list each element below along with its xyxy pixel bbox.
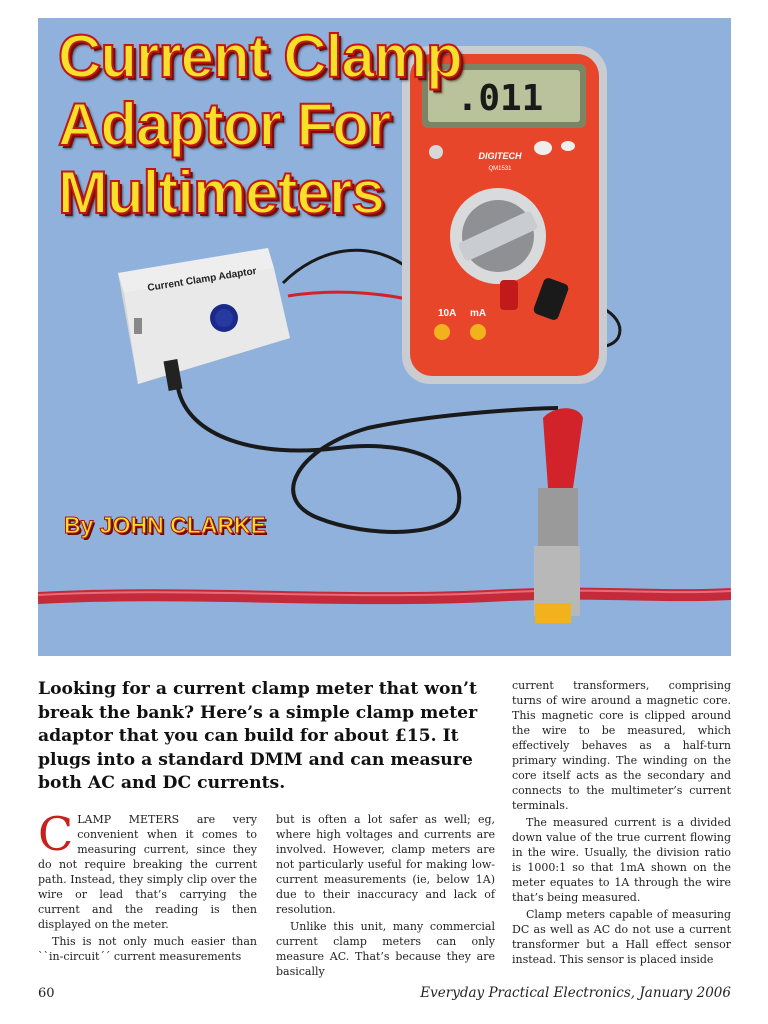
drop-cap: C: [38, 807, 74, 861]
title-line-1: Current Clamp: [58, 23, 462, 90]
svg-text:mA: mA: [470, 308, 487, 319]
paragraph: current transformers, comprising turns of wire around a magnetic core. This magnetic core is clipped around the wire to be measured, which effectively behaves as a half-turn primary winding. The winding on the core itself acts as the secondary and connects to the multimeter’s current terminals.: [512, 679, 731, 812]
body-column-2: [276, 812, 495, 979]
clamp-lead: [178, 388, 558, 532]
paragraph: CLAMP METERS are very convenient when it comes to measuring current, since they do not require breaking the current path. Instead, they simply clip over the wire or lead that’s carrying the current and the reading is then displayed on the meter.: [38, 807, 257, 931]
paragraph: The measured current is a divided down value of the true current flowing in the wire. Usually, the division ratio is 1000:1 so that 1mA shown on the meter equates to 1A through the wire that’s being measured.: [512, 816, 731, 904]
body-column-1: [38, 807, 257, 964]
hero-photo: [38, 18, 731, 656]
multimeter: [402, 46, 607, 384]
page-number: 60: [38, 986, 55, 1001]
current-clamp-probe: [534, 408, 583, 623]
meter-brand: DIGITECH: [478, 151, 522, 161]
paragraph: Unlike this unit, many commercial current clamp meters can only measure AC. That’s because they are basically: [276, 920, 495, 978]
publication-footer: Everyday Practical Electronics, January 2006: [420, 985, 731, 1001]
body-column-3: [512, 678, 731, 967]
paragraph: but is often a lot safer as well; eg, where high voltages and currents are involved. However, clamp meters are not particularly useful for making low-current measurements (ie, below 1A) due to their inaccuracy and lack of resolution.: [276, 813, 495, 916]
meter-display: .011: [456, 78, 544, 119]
title-line-2: Adaptor For: [58, 91, 391, 158]
clamp-adaptor-box: [118, 248, 290, 391]
title-line-3: Multimeters: [58, 159, 384, 226]
paragraph: This is not only much easier than ``in-circuit´´ current measurements: [38, 935, 257, 963]
svg-text:QM1531: QM1531: [488, 166, 512, 172]
svg-text:10A: 10A: [438, 308, 457, 319]
paragraph: Clamp meters capable of measuring DC as well as AC do not use a current transformer but a Hall effect sensor instead. This sensor is placed inside: [512, 908, 731, 966]
byline: By JOHN CLARKE: [64, 512, 266, 538]
adaptor-label: Current Clamp Adaptor: [146, 265, 258, 294]
intro-paragraph: Looking for a current clamp meter that won’t break the bank? Here’s a simple clamp meter adaptor that you can build for about £15. It plugs into a standard DMM and can measure both AC and DC currents.: [38, 679, 478, 793]
